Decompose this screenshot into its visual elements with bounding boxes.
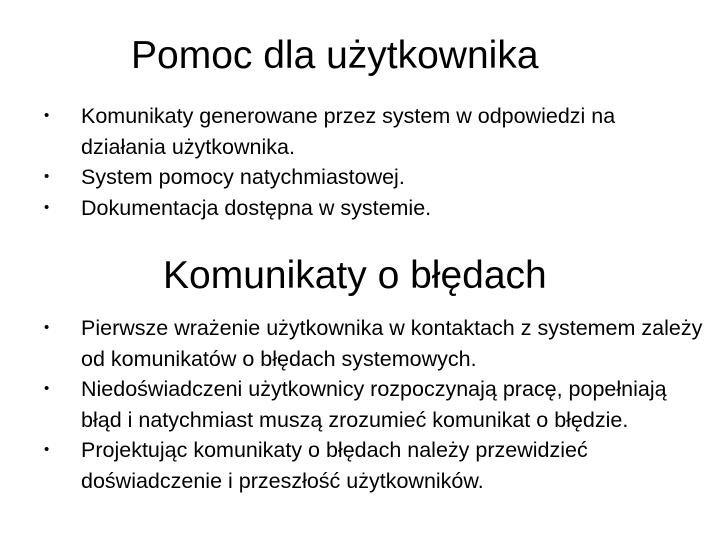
list-item	[0, 162, 720, 193]
bullet-icon: •	[44, 319, 50, 336]
errors-bullet-list	[0, 313, 720, 496]
list-item-text: Komunikaty generowane przez system w odpowiedzi na działania użytkownika.	[81, 104, 616, 159]
bullet-icon: •	[44, 380, 50, 397]
bullet-icon: •	[44, 198, 50, 216]
list-item-text: Pierwsze wrażenie użytkownika w kontaktach z systemem zależy od komunikatów o błędach systemowych.	[81, 316, 703, 371]
list-item	[0, 374, 720, 435]
bullet-icon: •	[44, 168, 50, 185]
list-item-text: Dokumentacja dostępna w systemie.	[81, 195, 432, 220]
list-item	[0, 101, 720, 162]
section-title-errors: Komunikaty o błędach	[163, 254, 547, 297]
list-item-text: Niedoświadczeni użytkownicy rozpoczynają pracę, popełniają błąd i natychmiast muszą zrozumieć komunikat o błędzie.	[81, 377, 667, 432]
list-item	[0, 313, 720, 374]
list-item-text: Projektując komunikaty o błędach należy przewidzieć doświadczenie i przeszłość użytkowników.	[81, 438, 588, 493]
section-title-help: Pomoc dla użytkownika	[131, 34, 539, 77]
help-bullet-list	[0, 101, 720, 223]
bullet-icon: •	[44, 441, 50, 458]
list-item	[0, 193, 720, 224]
list-item-text: System pomocy natychmiastowej.	[81, 165, 405, 189]
bullet-icon: •	[44, 107, 50, 124]
list-item	[0, 435, 720, 496]
